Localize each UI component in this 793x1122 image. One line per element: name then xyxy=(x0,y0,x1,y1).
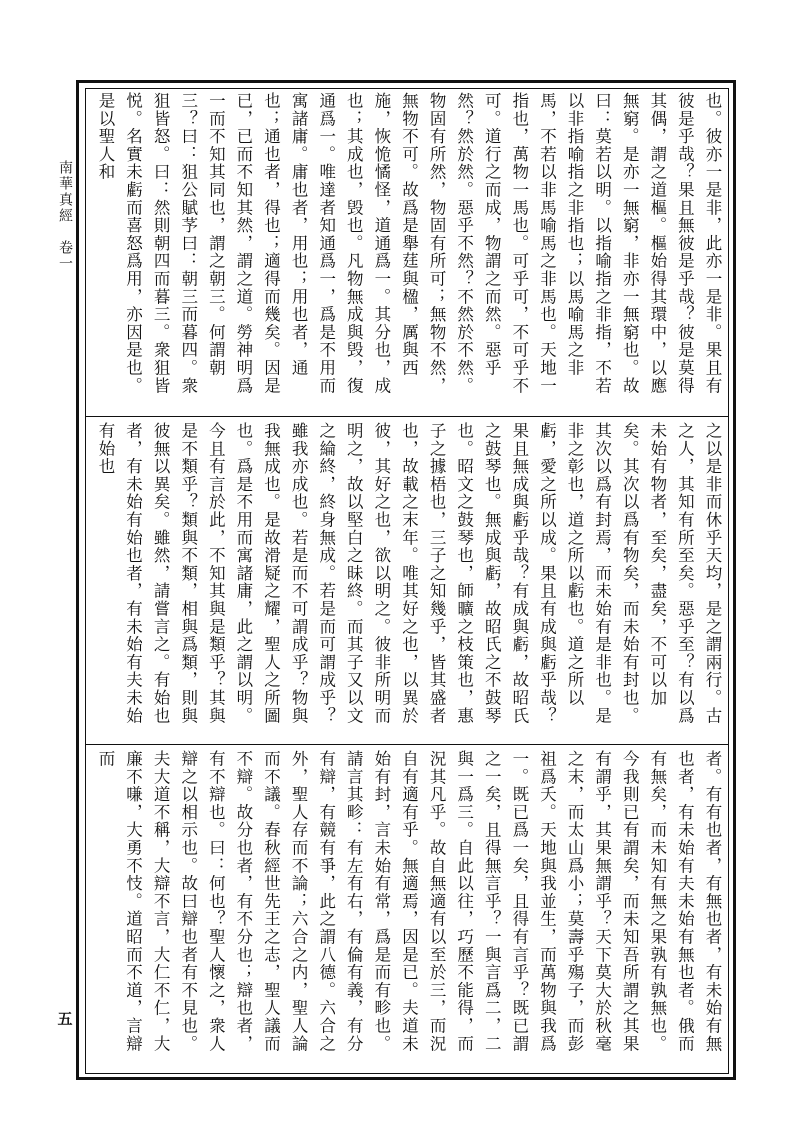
band-divider xyxy=(86,744,728,745)
band-body-text: 者。有有也者，有無也者，有未始有無也者，有未始有夫未始有無也者。俄而有無矣，而未知有無之果孰有孰無也。今我則已有謂矣，而未知吾所謂之其果有謂乎，其果無謂乎？天下莫大於秋毫之末，而太山爲小；莫壽乎殤子，而彭祖爲夭。天地與我並生，而萬物與我爲一。既已爲一矣，且得有言乎？既已謂之一矣，且得無言乎？一與言爲二，二與一爲三。自此以往，巧歷不能得，而況其凡乎。故自無適有以至於三，而況自有適有乎。無適焉，因是已。夫道未始有封，言未始有常，爲是而有畛也。請言其畛：有左有右，有倫有義，有分有辯，有競有爭，此之謂八德。六合之外，聖人存而不論；六合之内，聖人論而不議。春秋經世先王之志，聖人議而不辯。故分也者，有不分也；辯也者，有不辯也。曰：何也？聖人懷之，衆人辯之以相示也。故曰辯也者有不見也。夫大道不稱，大辯不言，大仁不仁，大廉不嗛，大勇不忮。道昭而不道，言辯而 xyxy=(95,750,722,1053)
band-body-text: 之以是非而休乎天均，是之謂兩行。古之人，其知有所至矣。惡乎至？有以爲未始有物者，至矣，盡矣，不可以加矣。其次以爲有物矣，而未始有封也。其次以爲有封焉，而未始有是非也。是非之彰也，道之所以虧也。道之所以虧，愛之所以成。果且有成與虧乎哉？果且無成與虧乎哉？有成與虧，故昭氏之鼓琴也。無成與虧，故昭氏之不鼓琴也。昭文之鼓琴也，師曠之枝策也，惠子之據梧也，三子之知幾乎，皆其盛者也，故載之末年。唯其好之也，以異於彼，其好之也，欲以明之。彼非所明而明之，故以堅白之昧終。而其子又以文之綸終，終身無成。若是而可謂成乎？雖我亦成也。若是而不可謂成乎？物與我無成也。是故滑疑之耀，聖人之所圖也。爲是不用而寓諸庸，此之謂以明。今且有言於此，不知其與是類乎？其與是不類乎？類與不類，相與爲類，則與彼無以異矣。雖然，請嘗言之。有始也者，有未始有始也者，有未始有夫未始有始也 xyxy=(95,422,722,725)
page-number: 五 xyxy=(57,1010,73,1028)
band-body-text: 也。彼亦一是非，此亦一是非。果且有彼是乎哉？果且無彼是乎哉？彼是莫得其偶，謂之道樞。樞始得其環中，以應無窮。是亦一無窮，非亦一無窮也。故曰：莫若以明。以指喻指之非指，不若以非指喻指之非指也；以馬喻馬之非馬，不若以非馬喻馬之非馬也。天地一指也，萬物一馬也。可乎可，不可乎不可。道行之而成，物謂之而然。惡乎然？然於然。惡乎不然？不然於不然。物固有所然，物固有所可；無物不然，無物不可。故爲是舉莛與楹，厲與西施，恢恑憰怪，道通爲一。其分也，成也；其成也，毁也。凡物無成與毁，復通爲一。唯達者知通爲一，爲是不用而寓諸庸。庸也者，用也；用也者，通也；通也者，得也；適得而幾矣。因是已，已而不知其然，謂之道。勞神明爲一而不知其同也，謂之朝三。何謂朝三？曰：狙公賦芧曰：朝三而暮四。衆狙皆怒。曰：然則朝四而暮三。衆狙皆悦。名實未虧而喜怒爲用，亦因是也。是以聖人和 xyxy=(95,92,722,395)
book-title-margin: 南華真經 卷一 xyxy=(57,160,73,272)
text-band-top xyxy=(94,92,726,412)
text-band-middle xyxy=(94,422,726,740)
band-divider xyxy=(86,416,728,417)
text-band-bottom xyxy=(94,750,726,1068)
